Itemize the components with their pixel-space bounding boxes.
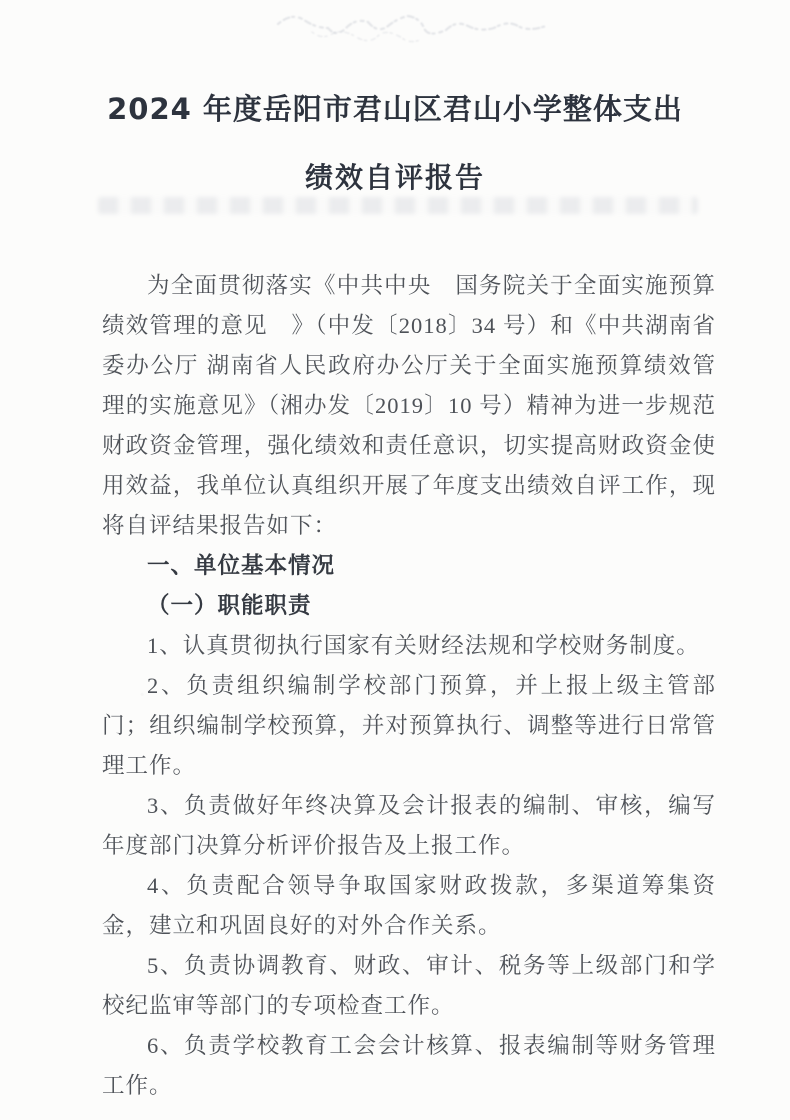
duty-item-3: 3、负责做好年终决算及会计报表的编制、审核，编写年度部门决算分析评价报告及上报工作。 (102, 793, 716, 858)
duty-item-1: 1、认真贯彻执行国家有关财经法规和学校财务制度。 (147, 633, 700, 658)
duty-item-2: 2、负责组织编制学校部门预算，并上报上级主管部门；组织编制学校预算，并对预算执行、调整等进行日常管理工作。 (102, 673, 716, 778)
subsection-heading: （一）职能职责 (147, 593, 312, 619)
duty-item-6: 6、负责学校教育工会会计核算、报表编制等财务管理工作。 (102, 1033, 716, 1098)
document-title-line2: 绩效自评报告 (304, 161, 485, 194)
document-title (0, 88, 790, 198)
scan-smudge (272, 2, 582, 58)
document-body (102, 266, 716, 1106)
section-heading: 一、单位基本情况 (147, 553, 336, 579)
intro-paragraph: 为全面贯彻落实《中共中央 国务院关于全面实施预算绩效管理的意见 》（中发〔2018〕34 号）和《中共湖南省委办公厅 湖南省人民政府办公厅关于全面实施预算绩效管理的实施意见》（湘办发〔2019〕10 号）精神为进一步规范财政资金管理，强化绩效和责任意识，切实提高财政资金使用效益，我单位认真组织开展了年度支出绩效自评工作，现将自评结果报告如下： (102, 273, 716, 538)
ink-bleed-ghost (98, 197, 698, 214)
duty-item-4: 4、负责配合领导争取国家财政拨款，多渠道筹集资金，建立和巩固良好的对外合作关系。 (102, 873, 716, 938)
duty-item-5: 5、负责协调教育、财政、审计、税务等上级部门和学校纪监审等部门的专项检查工作。 (102, 953, 716, 1018)
document-title-line1: 2024 年度岳阳市君山区君山小学整体支出 (107, 92, 683, 126)
